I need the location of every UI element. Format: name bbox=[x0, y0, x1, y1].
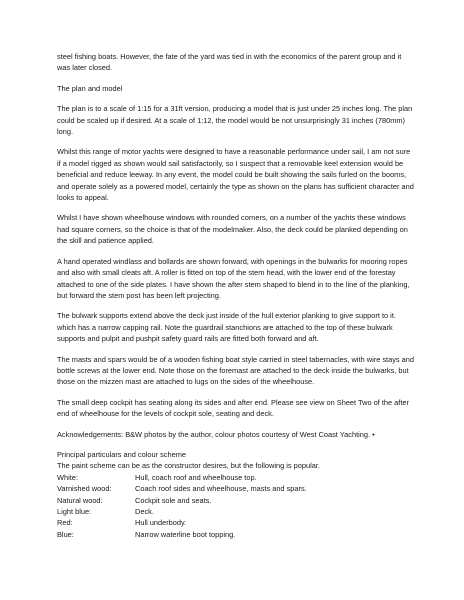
intro-paragraph: steel fishing boats. However, the fate of the yard was tied in with the economics of the parent group and it was later closed. bbox=[57, 52, 402, 73]
paint-row bbox=[57, 483, 307, 494]
paint-row bbox=[57, 495, 307, 506]
paint-use: Coach roof sides and wheelhouse, masts and spars. bbox=[135, 484, 307, 494]
paint-part: Light blue: bbox=[57, 507, 92, 516]
paragraph-scale: The plan is to a scale of 1:15 for a 31ft version, producing a model that is just under 25 inches long. The plan could be scaled up if desired. At a scale of 1:12, the model would be not unsurprisingly 31 inches (780mm) long. bbox=[57, 104, 413, 137]
paint-use: Hull underbody. bbox=[135, 518, 187, 528]
paint-use: Cockpit sole and seats. bbox=[135, 495, 212, 505]
paint-part: Natural wood: bbox=[57, 495, 103, 505]
paint-part: White: bbox=[57, 472, 78, 482]
principal-particulars-heading: Principal particulars and colour scheme bbox=[57, 449, 186, 459]
article-body bbox=[57, 51, 415, 540]
paint-use: Deck. bbox=[135, 507, 154, 516]
paragraph-masts: The masts and spars would be of a wooden fishing boat style carried in steel tabernacles, with wire stays and bottle screws at the lower end. Note those on the foremast are attached to the deck inside the bulwarks, but those on the mizzen mast are attached to lugs on the sides of the wheelhouse. bbox=[57, 354, 414, 387]
paragraph-acknowledgements: Acknowledgements: B&W photos by the author, colour photos courtesy of West Coast Yachting. • bbox=[57, 429, 375, 439]
paint-use: Hull, coach roof and wheelhouse top. bbox=[135, 472, 257, 482]
paint-scheme-intro: The paint scheme can be as the constructor desires, but the following is popular. bbox=[57, 461, 320, 471]
paint-part: Red: bbox=[57, 518, 73, 528]
paragraph-cockpit: The small deep cockpit has seating along its sides and after end. Please see view on Sheet Two of the after end of wheelhouse for the levels of cockpit sole, seating and deck. bbox=[57, 397, 409, 419]
paragraph-sailing: Whilst this range of motor yachts were designed to have a reasonable performance under sail, I am not sure if a model rigged as shown would sail satisfactorily, so I suspect that a removable keel extension would be beneficial and reduce leeway. In any event, the model could be built showing the sails furled on the booms, and operate solely as a powered model, certainly the type as shown on the plans has sufficient character and looks to appeal. bbox=[57, 147, 414, 203]
section-heading: The plan and model bbox=[57, 83, 123, 93]
paint-scheme-table bbox=[57, 472, 307, 540]
paint-row bbox=[57, 517, 307, 528]
paint-part: Varnished wood: bbox=[57, 484, 112, 494]
paint-row bbox=[57, 529, 307, 540]
paint-row bbox=[57, 472, 307, 483]
paragraph-windlass: A hand operated windlass and bollards are shown forward, with openings in the bulwarks for mooring ropes and also with small cleats aft. A roller is fitted on top of the stem head, with the lower end of the forestay attached to one of the side plates. I have shown the after stem shaped to blend in to the line of the planking, but forward the stem post has been left projecting. bbox=[57, 256, 410, 300]
paint-part: Blue: bbox=[57, 529, 74, 539]
paragraph-bulwark: The bulwark supports extend above the deck just inside of the hull exterior planking to give support to it. which has a narrow capping rail. Note the guardrail stanchions are attached to the top of these bulwark supports and pulpit and pushpit safety guard rails are fitted both forward and aft. bbox=[57, 311, 396, 344]
paragraph-windows: Whilst I have shown wheelhouse windows with rounded corners, on a number of the yachts these windows had square corners, so the choice is that of the modelmaker. Also, the deck could be planked depending on the skill and patience applied. bbox=[57, 213, 408, 246]
paint-use: Narrow waterline boot topping. bbox=[135, 529, 236, 539]
paint-row bbox=[57, 506, 307, 517]
